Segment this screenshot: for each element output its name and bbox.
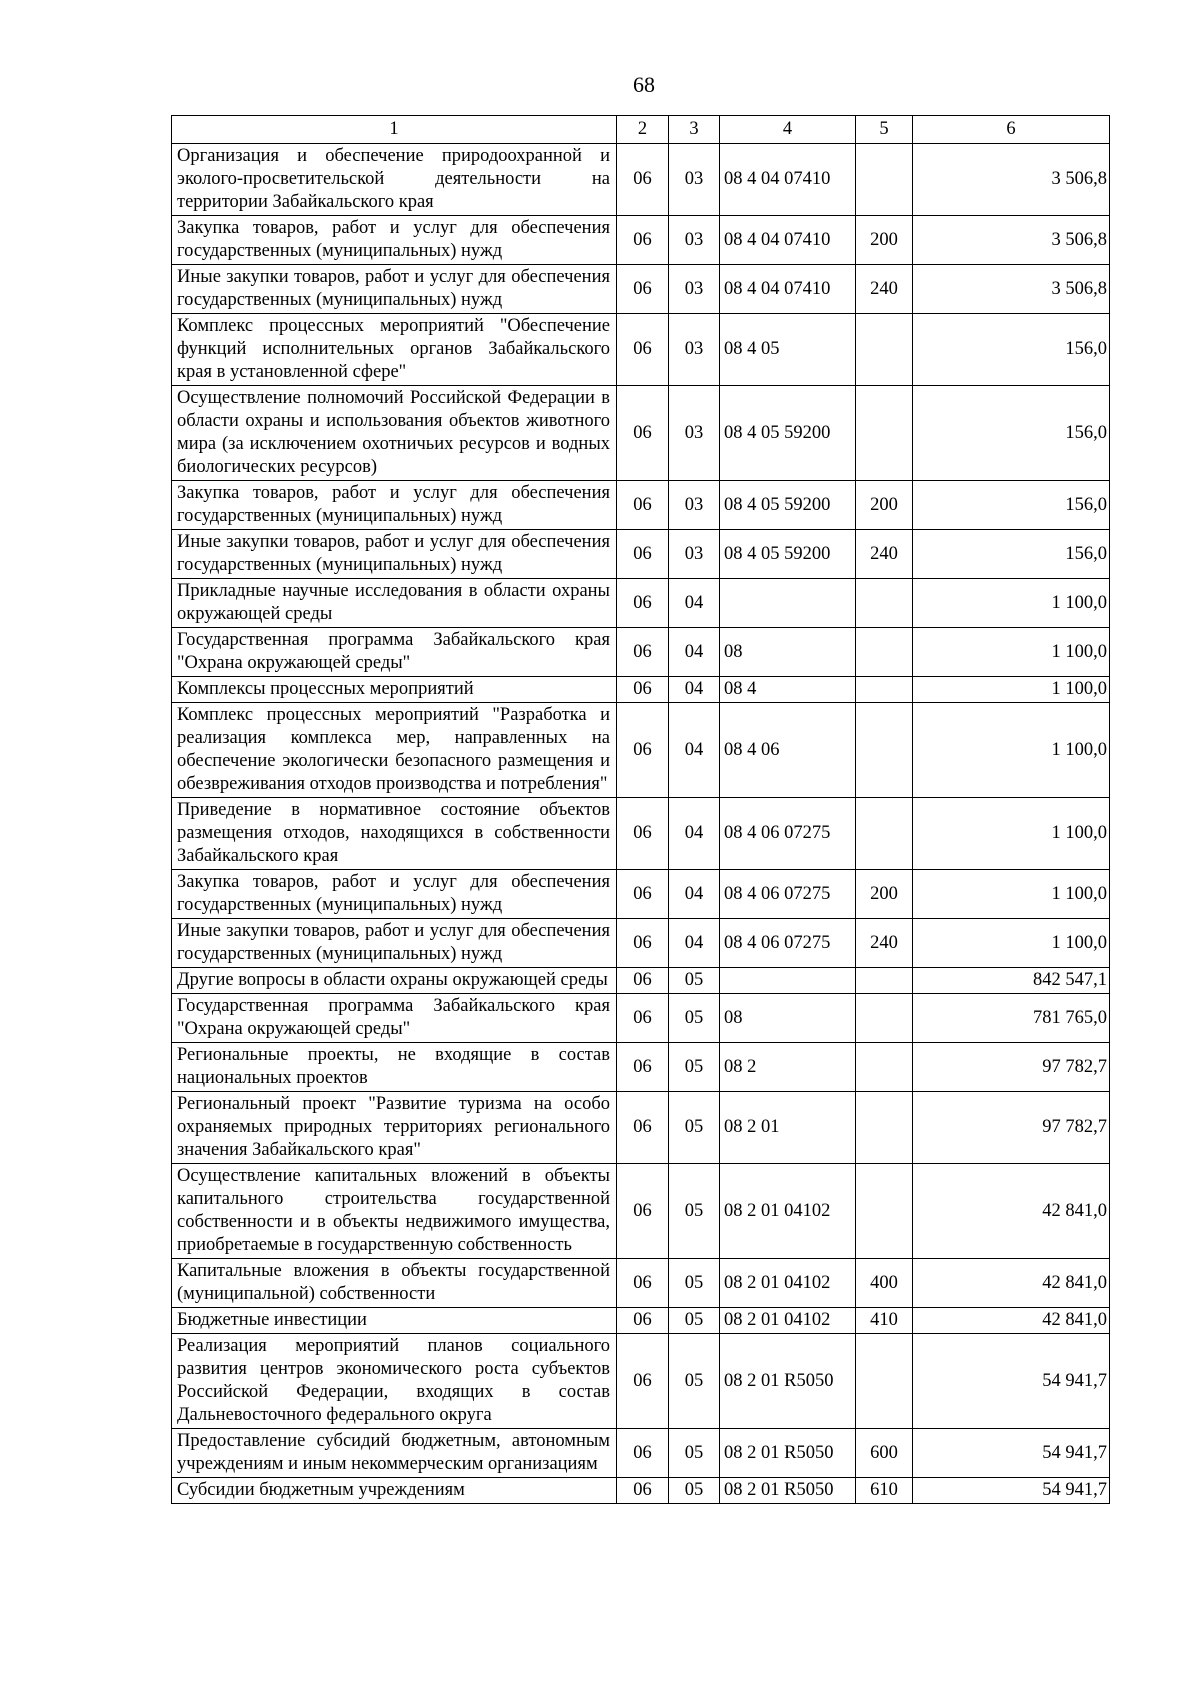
row-expense-type-cell <box>856 1164 913 1259</box>
row-target-code-cell: 08 2 01 R5050 <box>720 1478 856 1504</box>
row-subsection-cell: 04 <box>669 628 720 677</box>
header-cell: 5 <box>856 116 913 144</box>
row-target-code-cell: 08 2 01 R5050 <box>720 1429 856 1478</box>
row-target-code-cell: 08 4 04 07410 <box>720 265 856 314</box>
row-amount-cell: 97 782,7 <box>913 1043 1110 1092</box>
row-expense-type-cell: 200 <box>856 870 913 919</box>
row-section-cell: 06 <box>617 386 669 481</box>
table-row <box>172 703 1110 798</box>
row-amount-cell: 97 782,7 <box>913 1092 1110 1164</box>
row-expense-type-cell <box>856 628 913 677</box>
row-target-code-cell: 08 4 05 <box>720 314 856 386</box>
row-amount-cell: 1 100,0 <box>913 628 1110 677</box>
row-target-code-cell: 08 2 01 04102 <box>720 1164 856 1259</box>
row-section-cell: 06 <box>617 1043 669 1092</box>
row-expense-type-cell: 240 <box>856 919 913 968</box>
row-name-cell: Комплекс процессных мероприятий "Обеспечение функций исполнительных органов Забайкальского края в установленной сфере" <box>172 314 617 386</box>
row-amount-cell: 3 506,8 <box>913 265 1110 314</box>
row-expense-type-cell <box>856 386 913 481</box>
row-section-cell: 06 <box>617 530 669 579</box>
row-target-code-cell: 08 4 <box>720 677 856 703</box>
row-amount-cell: 54 941,7 <box>913 1429 1110 1478</box>
row-expense-type-cell: 200 <box>856 481 913 530</box>
row-section-cell: 06 <box>617 1334 669 1429</box>
table-row <box>172 1092 1110 1164</box>
row-subsection-cell: 03 <box>669 265 720 314</box>
table-row <box>172 870 1110 919</box>
table-row <box>172 968 1110 994</box>
row-expense-type-cell <box>856 1092 913 1164</box>
row-section-cell: 06 <box>617 1308 669 1334</box>
row-section-cell: 06 <box>617 628 669 677</box>
row-subsection-cell: 03 <box>669 481 720 530</box>
row-expense-type-cell: 200 <box>856 216 913 265</box>
row-subsection-cell: 04 <box>669 798 720 870</box>
row-section-cell: 06 <box>617 1259 669 1308</box>
row-name-cell: Бюджетные инвестиции <box>172 1308 617 1334</box>
table-row <box>172 481 1110 530</box>
row-target-code-cell: 08 4 05 59200 <box>720 386 856 481</box>
row-expense-type-cell: 240 <box>856 265 913 314</box>
table-row <box>172 216 1110 265</box>
table-row <box>172 1334 1110 1429</box>
row-name-cell: Осуществление полномочий Российской Федерации в области охраны и использования объектов животного мира (за исключением охотничьих ресурсов и водных биологических ресурсов) <box>172 386 617 481</box>
row-amount-cell: 1 100,0 <box>913 919 1110 968</box>
table-row <box>172 530 1110 579</box>
row-amount-cell: 156,0 <box>913 481 1110 530</box>
row-section-cell: 06 <box>617 798 669 870</box>
row-name-cell: Реализация мероприятий планов социального развития центров экономического роста субъектов Российской Федерации, входящих в состав Дальневосточного федерального округа <box>172 1334 617 1429</box>
row-target-code-cell: 08 4 04 07410 <box>720 144 856 216</box>
row-expense-type-cell <box>856 1334 913 1429</box>
row-target-code-cell: 08 4 06 07275 <box>720 798 856 870</box>
row-amount-cell: 1 100,0 <box>913 798 1110 870</box>
table-row <box>172 798 1110 870</box>
row-subsection-cell: 03 <box>669 314 720 386</box>
row-section-cell: 06 <box>617 1092 669 1164</box>
row-section-cell: 06 <box>617 968 669 994</box>
row-section-cell: 06 <box>617 144 669 216</box>
row-name-cell: Комплексы процессных мероприятий <box>172 677 617 703</box>
table-row <box>172 1478 1110 1504</box>
row-subsection-cell: 05 <box>669 1259 720 1308</box>
row-amount-cell: 42 841,0 <box>913 1308 1110 1334</box>
header-cell: 1 <box>172 116 617 144</box>
row-expense-type-cell <box>856 314 913 386</box>
row-amount-cell: 156,0 <box>913 386 1110 481</box>
row-target-code-cell: 08 2 01 04102 <box>720 1259 856 1308</box>
header-cell: 4 <box>720 116 856 144</box>
table-row <box>172 144 1110 216</box>
row-subsection-cell: 05 <box>669 1334 720 1429</box>
row-subsection-cell: 04 <box>669 703 720 798</box>
row-expense-type-cell <box>856 1043 913 1092</box>
row-target-code-cell: 08 <box>720 628 856 677</box>
row-target-code-cell <box>720 579 856 628</box>
header-cell: 3 <box>669 116 720 144</box>
row-subsection-cell: 05 <box>669 1092 720 1164</box>
row-subsection-cell: 03 <box>669 216 720 265</box>
row-section-cell: 06 <box>617 579 669 628</box>
row-amount-cell: 54 941,7 <box>913 1334 1110 1429</box>
row-expense-type-cell <box>856 994 913 1043</box>
row-target-code-cell: 08 4 06 07275 <box>720 919 856 968</box>
row-amount-cell: 1 100,0 <box>913 579 1110 628</box>
row-subsection-cell: 05 <box>669 1308 720 1334</box>
row-amount-cell: 156,0 <box>913 530 1110 579</box>
row-amount-cell: 42 841,0 <box>913 1259 1110 1308</box>
row-amount-cell: 781 765,0 <box>913 994 1110 1043</box>
row-subsection-cell: 05 <box>669 968 720 994</box>
row-amount-cell: 1 100,0 <box>913 677 1110 703</box>
row-target-code-cell <box>720 968 856 994</box>
row-section-cell: 06 <box>617 994 669 1043</box>
row-subsection-cell: 03 <box>669 530 720 579</box>
row-amount-cell: 42 841,0 <box>913 1164 1110 1259</box>
header-cell: 6 <box>913 116 1110 144</box>
row-amount-cell: 3 506,8 <box>913 144 1110 216</box>
table-row <box>172 386 1110 481</box>
table-row <box>172 1043 1110 1092</box>
row-name-cell: Государственная программа Забайкальского края "Охрана окружающей среды" <box>172 994 617 1043</box>
row-name-cell: Капитальные вложения в объекты государственной (муниципальной) собственности <box>172 1259 617 1308</box>
row-section-cell: 06 <box>617 1429 669 1478</box>
row-section-cell: 06 <box>617 314 669 386</box>
row-expense-type-cell <box>856 703 913 798</box>
row-expense-type-cell: 600 <box>856 1429 913 1478</box>
row-subsection-cell: 03 <box>669 386 720 481</box>
row-name-cell: Комплекс процессных мероприятий "Разработка и реализация комплекса мер, направленных на обеспечение экологически безопасного размещения и обезвреживания отходов производства и потребления" <box>172 703 617 798</box>
row-subsection-cell: 03 <box>669 144 720 216</box>
row-target-code-cell: 08 2 01 <box>720 1092 856 1164</box>
row-target-code-cell: 08 4 04 07410 <box>720 216 856 265</box>
row-name-cell: Региональный проект "Развитие туризма на особо охраняемых природных территориях регионального значения Забайкальского края" <box>172 1092 617 1164</box>
table-row <box>172 1164 1110 1259</box>
row-subsection-cell: 05 <box>669 1164 720 1259</box>
row-name-cell: Иные закупки товаров, работ и услуг для обеспечения государственных (муниципальных) нужд <box>172 530 617 579</box>
row-expense-type-cell <box>856 798 913 870</box>
row-subsection-cell: 04 <box>669 919 720 968</box>
row-section-cell: 06 <box>617 703 669 798</box>
row-target-code-cell: 08 <box>720 994 856 1043</box>
row-name-cell: Другие вопросы в области охраны окружающей среды <box>172 968 617 994</box>
row-subsection-cell: 04 <box>669 677 720 703</box>
row-expense-type-cell <box>856 677 913 703</box>
row-name-cell: Иные закупки товаров, работ и услуг для обеспечения государственных (муниципальных) нужд <box>172 919 617 968</box>
row-expense-type-cell: 610 <box>856 1478 913 1504</box>
table-row <box>172 265 1110 314</box>
row-section-cell: 06 <box>617 265 669 314</box>
row-name-cell: Региональные проекты, не входящие в состав национальных проектов <box>172 1043 617 1092</box>
row-section-cell: 06 <box>617 1164 669 1259</box>
row-name-cell: Государственная программа Забайкальского края "Охрана окружающей среды" <box>172 628 617 677</box>
row-target-code-cell: 08 4 06 07275 <box>720 870 856 919</box>
row-subsection-cell: 05 <box>669 994 720 1043</box>
row-target-code-cell: 08 2 <box>720 1043 856 1092</box>
table-row <box>172 628 1110 677</box>
row-expense-type-cell: 400 <box>856 1259 913 1308</box>
table-row <box>172 677 1110 703</box>
table-row <box>172 314 1110 386</box>
row-subsection-cell: 05 <box>669 1043 720 1092</box>
budget-table <box>171 115 1110 1504</box>
table-row <box>172 579 1110 628</box>
row-name-cell: Иные закупки товаров, работ и услуг для обеспечения государственных (муниципальных) нужд <box>172 265 617 314</box>
row-subsection-cell: 05 <box>669 1478 720 1504</box>
row-section-cell: 06 <box>617 481 669 530</box>
table-header-row <box>172 116 1110 144</box>
row-section-cell: 06 <box>617 870 669 919</box>
header-cell: 2 <box>617 116 669 144</box>
row-name-cell: Предоставление субсидий бюджетным, автономным учреждениям и иным некоммерческим организациям <box>172 1429 617 1478</box>
row-section-cell: 06 <box>617 919 669 968</box>
row-name-cell: Осуществление капитальных вложений в объекты капитального строительства государственной собственности и в объекты недвижимого имущества, приобретаемые в государственную собственность <box>172 1164 617 1259</box>
row-amount-cell: 156,0 <box>913 314 1110 386</box>
row-subsection-cell: 05 <box>669 1429 720 1478</box>
row-name-cell: Субсидии бюджетным учреждениям <box>172 1478 617 1504</box>
row-section-cell: 06 <box>617 1478 669 1504</box>
row-amount-cell: 1 100,0 <box>913 703 1110 798</box>
row-target-code-cell: 08 4 05 59200 <box>720 481 856 530</box>
row-name-cell: Закупка товаров, работ и услуг для обеспечения государственных (муниципальных) нужд <box>172 481 617 530</box>
row-name-cell: Закупка товаров, работ и услуг для обеспечения государственных (муниципальных) нужд <box>172 870 617 919</box>
row-target-code-cell: 08 4 05 59200 <box>720 530 856 579</box>
row-name-cell: Прикладные научные исследования в области охраны окружающей среды <box>172 579 617 628</box>
page-number: 68 <box>633 72 655 97</box>
row-amount-cell: 54 941,7 <box>913 1478 1110 1504</box>
table-row <box>172 1308 1110 1334</box>
table-row <box>172 994 1110 1043</box>
row-subsection-cell: 04 <box>669 870 720 919</box>
table-row <box>172 1259 1110 1308</box>
row-name-cell: Приведение в нормативное состояние объектов размещения отходов, находящихся в собственности Забайкальского края <box>172 798 617 870</box>
row-amount-cell: 842 547,1 <box>913 968 1110 994</box>
row-subsection-cell: 04 <box>669 579 720 628</box>
table-row <box>172 919 1110 968</box>
row-expense-type-cell <box>856 968 913 994</box>
row-name-cell: Организация и обеспечение природоохранной и эколого-просветительской деятельности на территории Забайкальского края <box>172 144 617 216</box>
row-section-cell: 06 <box>617 677 669 703</box>
row-section-cell: 06 <box>617 216 669 265</box>
row-target-code-cell: 08 4 06 <box>720 703 856 798</box>
row-name-cell: Закупка товаров, работ и услуг для обеспечения государственных (муниципальных) нужд <box>172 216 617 265</box>
row-expense-type-cell <box>856 579 913 628</box>
row-expense-type-cell: 410 <box>856 1308 913 1334</box>
row-amount-cell: 3 506,8 <box>913 216 1110 265</box>
table-row <box>172 1429 1110 1478</box>
row-target-code-cell: 08 2 01 04102 <box>720 1308 856 1334</box>
row-amount-cell: 1 100,0 <box>913 870 1110 919</box>
row-expense-type-cell: 240 <box>856 530 913 579</box>
row-target-code-cell: 08 2 01 R5050 <box>720 1334 856 1429</box>
row-expense-type-cell <box>856 144 913 216</box>
